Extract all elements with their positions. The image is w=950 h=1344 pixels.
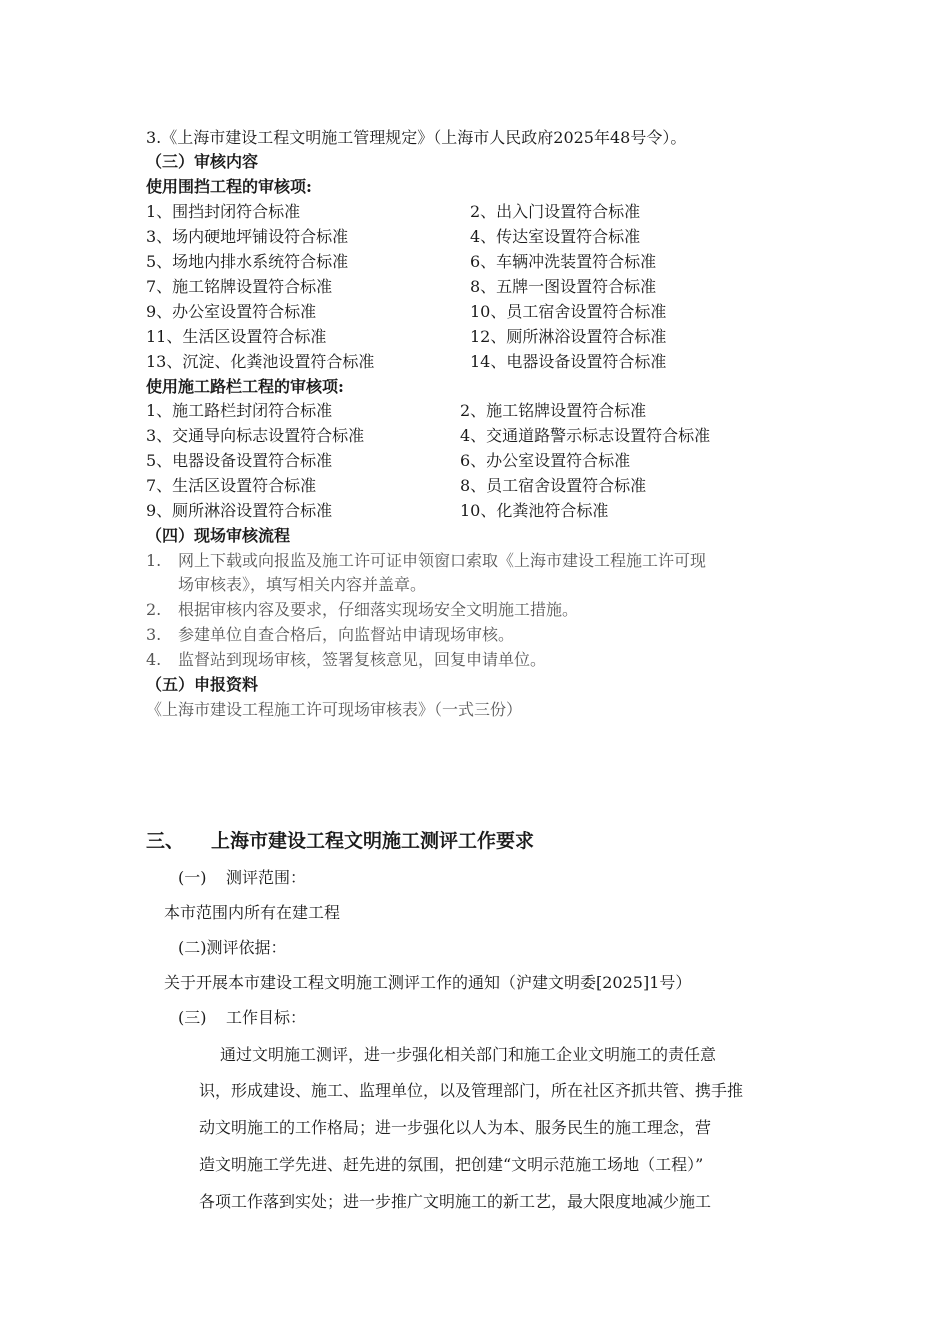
section-3-title: 上海市建设工程文明施工测评工作要求: [211, 830, 535, 852]
goals-paragraph-line: 识，形成建设、施工、监理单位，以及管理部门，所在社区齐抓共管、携手推: [199, 1081, 744, 1100]
heading-hoarding-items: 使用围挡工程的审核项:: [146, 177, 312, 196]
flow-step-number: 3.: [146, 625, 162, 644]
hoarding-item: 4、传达室设置符合标准: [470, 227, 641, 246]
hoarding-item: 3、场内硬地坪铺设符合标准: [146, 227, 349, 246]
hoarding-item: 13、沉淀、化粪池设置符合标准: [146, 352, 375, 371]
flow-step-number: 1.: [146, 551, 162, 570]
goals-paragraph-line: 各项工作落到实处；进一步推广文明施工的新工艺，最大限度地减少施工: [199, 1192, 712, 1211]
barrier-item: 4、交通道路警示标志设置符合标准: [460, 426, 711, 445]
barrier-item: 10、化粪池符合标准: [460, 501, 609, 520]
subsection-label-basis: (二)测评依据：: [178, 938, 287, 957]
heading-barrier-items: 使用施工路栏工程的审核项:: [146, 377, 344, 396]
heading-review-content: （三）审核内容: [146, 152, 259, 171]
flow-step-text: 监督站到现场审核，签署复核意见，回复申请单位。: [178, 650, 547, 669]
hoarding-item: 6、车辆冲洗装置符合标准: [470, 252, 657, 271]
flow-step-number: 2.: [146, 600, 162, 619]
subsection-number: (三): [178, 1008, 207, 1027]
subsection-label-goals: 工作目标：: [226, 1008, 307, 1027]
regulation-ref-3: 3.《上海市建设工程文明施工管理规定》（上海市人民政府2025年48号令）。: [146, 128, 687, 147]
barrier-item: 2、施工铭牌设置符合标准: [460, 401, 647, 420]
flow-step-number: 4.: [146, 650, 162, 669]
barrier-item: 8、员工宿舍设置符合标准: [460, 476, 647, 495]
goals-paragraph-line: 通过文明施工测评，进一步强化相关部门和施工企业文明施工的责任意: [220, 1045, 717, 1064]
hoarding-item: 2、出入门设置符合标准: [470, 202, 641, 221]
hoarding-item: 7、施工铭牌设置符合标准: [146, 277, 333, 296]
hoarding-item: 9、办公室设置符合标准: [146, 302, 317, 321]
application-materials-text: 《上海市建设工程施工许可现场审核表》（一式三份）: [146, 700, 523, 719]
hoarding-item: 11、生活区设置符合标准: [146, 327, 327, 346]
hoarding-item: 12、厕所淋浴设置符合标准: [470, 327, 667, 346]
barrier-item: 1、施工路栏封闭符合标准: [146, 401, 333, 420]
flow-step-text: 网上下载或向报监及施工许可证申领窗口索取《上海市建设工程施工许可现: [178, 551, 707, 570]
hoarding-item: 14、电器设备设置符合标准: [470, 352, 667, 371]
barrier-item: 3、交通导向标志设置符合标准: [146, 426, 365, 445]
flow-step-text: 参建单位自查合格后，向监督站申请现场审核。: [178, 625, 515, 644]
goals-paragraph-line: 造文明施工学先进、赶先进的氛围，把创建“文明示范施工场地（工程）”: [199, 1155, 704, 1174]
section-3-number: 三、: [146, 830, 185, 852]
barrier-item: 7、生活区设置符合标准: [146, 476, 317, 495]
barrier-item: 9、厕所淋浴设置符合标准: [146, 501, 333, 520]
hoarding-item: 1、围挡封闭符合标准: [146, 202, 301, 221]
subsection-label-scope: 测评范围：: [226, 868, 307, 887]
heading-onsite-review-flow: （四）现场审核流程: [146, 526, 291, 545]
goals-paragraph-line: 动文明施工的工作格局；进一步强化以人为本、服务民生的施工理念，营: [199, 1118, 712, 1137]
subsection-number: (一): [178, 868, 207, 887]
hoarding-item: 5、场地内排水系统符合标准: [146, 252, 349, 271]
scope-text: 本市范围内所有在建工程: [164, 903, 341, 922]
basis-text: 关于开展本市建设工程文明施工测评工作的通知（沪建文明委[2025]1号）: [164, 973, 692, 992]
heading-application-materials: （五）申报资料: [146, 675, 259, 694]
barrier-item: 6、办公室设置符合标准: [460, 451, 631, 470]
barrier-item: 5、电器设备设置符合标准: [146, 451, 333, 470]
hoarding-item: 8、五牌一图设置符合标准: [470, 277, 657, 296]
hoarding-item: 10、员工宿舍设置符合标准: [470, 302, 667, 321]
flow-step-text-continued: 场审核表》，填写相关内容并盖章。: [178, 575, 427, 594]
flow-step-text: 根据审核内容及要求，仔细落实现场安全文明施工措施。: [178, 600, 579, 619]
